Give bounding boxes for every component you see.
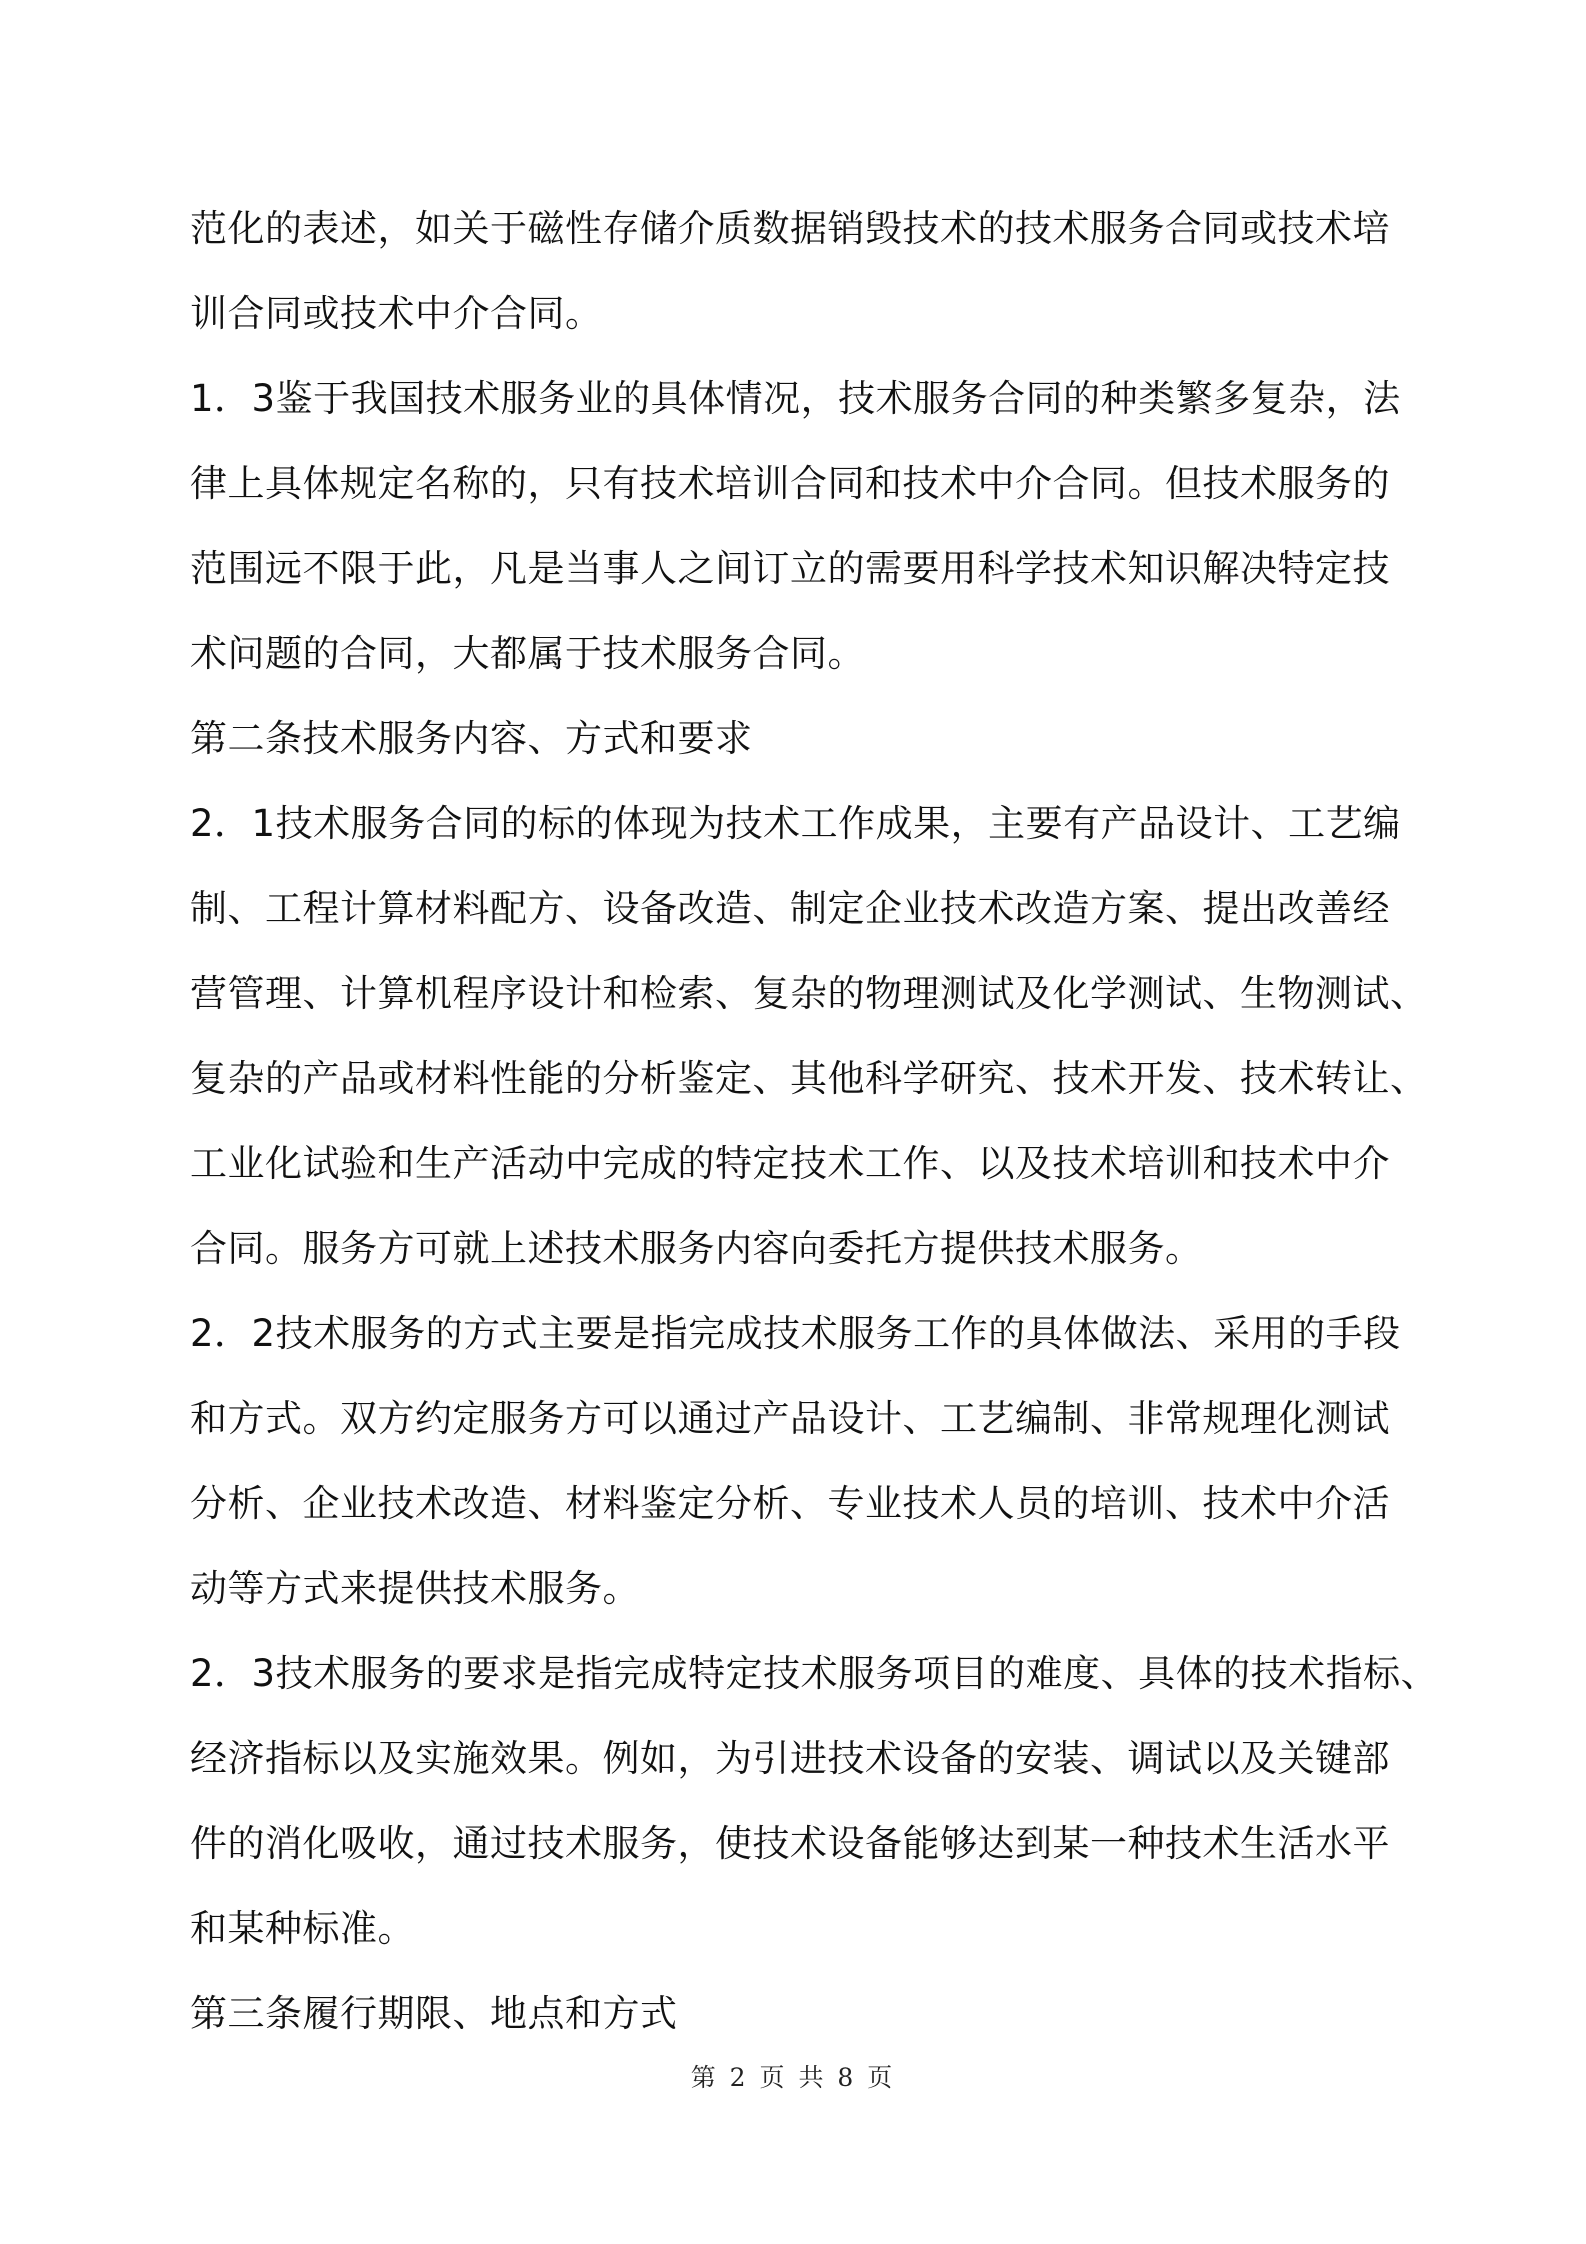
section-heading: 第二条技术服务内容、方式和要求 [190,717,753,760]
text-line: 营管理、计算机程序设计和检索、复杂的物理测试及化学测试、生物测试、 [190,972,1428,1015]
document-body [190,200,1439,2070]
text-line: 经济指标以及实施效果。例如，为引进技术设备的安装、调试以及关键部 [190,1737,1390,1780]
text-line: 工业化试验和生产活动中完成的特定技术工作、以及技术培训和技术中介 [190,1142,1390,1185]
text-line: 1．3鉴于我国技术服务业的具体情况，技术服务合同的种类繁多复杂，法 [190,377,1401,420]
text-line: 合同。服务方可就上述技术服务内容向委托方提供技术服务。 [190,1227,1203,1270]
page-number-footer: 第 2 页 共 8 页 [690,2063,896,2092]
text-line: 律上具体规定名称的，只有技术培训合同和技术中介合同。但技术服务的 [190,462,1390,505]
text-line: 2．1技术服务合同的标的体现为技术工作成果，主要有产品设计、工艺编 [190,802,1401,845]
text-line: 术问题的合同，大都属于技术服务合同。 [190,632,865,675]
text-line: 范化的表述，如关于磁性存储介质数据销毁技术的技术服务合同或技术培 [190,207,1390,250]
text-line: 训合同或技术中介合同。 [190,292,603,335]
text-line: 范围远不限于此，凡是当事人之间订立的需要用科学技术知识解决特定技 [190,547,1390,590]
text-line: 2．2技术服务的方式主要是指完成技术服务工作的具体做法、采用的手段 [190,1312,1401,1355]
text-line: 动等方式来提供技术服务。 [190,1567,640,1610]
text-line: 和方式。双方约定服务方可以通过产品设计、工艺编制、非常规理化测试 [190,1397,1390,1440]
text-line: 复杂的产品或材料性能的分析鉴定、其他科学研究、技术开发、技术转让、 [190,1057,1428,1100]
text-line: 分析、企业技术改造、材料鉴定分析、专业技术人员的培训、技术中介活 [190,1482,1390,1525]
text-line: 和某种标准。 [190,1907,415,1950]
section-heading: 第三条履行期限、地点和方式 [190,1992,678,2035]
text-line: 2．3技术服务的要求是指完成特定技术服务项目的难度、具体的技术指标、 [190,1652,1439,1695]
text-line: 制、工程计算材料配方、设备改造、制定企业技术改造方案、提出改善经 [190,887,1390,930]
text-line: 件的消化吸收，通过技术服务，使技术设备能够达到某一种技术生活水平 [190,1822,1390,1865]
